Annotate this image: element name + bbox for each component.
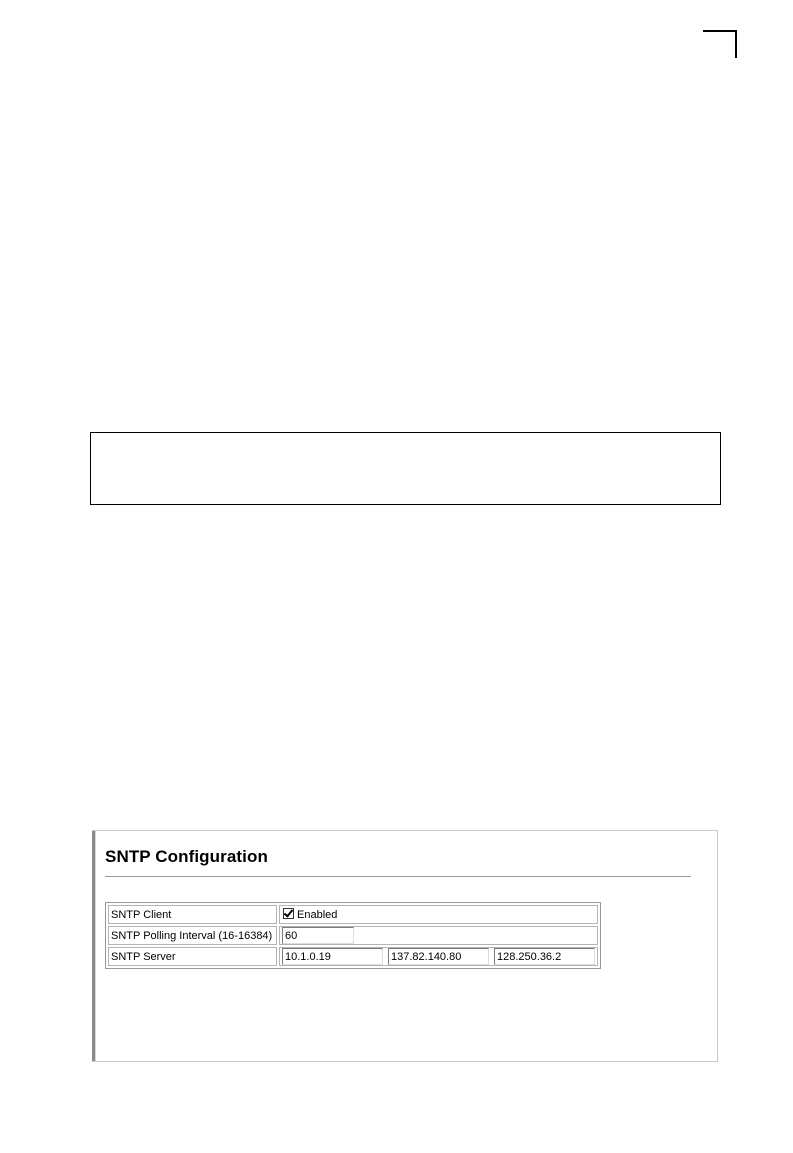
sntp-config-table [105,902,601,969]
sntp-configuration-panel [92,830,718,1062]
sntp-server-3-input[interactable] [494,948,595,965]
sntp-server-label: SNTP Server [108,947,277,966]
table-row-polling-interval [108,926,598,945]
table-row-sntp-server [108,947,598,966]
page-corner-mark [703,30,737,58]
polling-interval-input[interactable] [282,927,354,944]
title-divider [105,876,691,877]
sntp-client-enabled-label: Enabled [297,909,338,921]
polling-interval-label: SNTP Polling Interval (16-16384) [108,926,277,945]
sntp-server-2-input[interactable] [388,948,489,965]
sntp-server-1-input[interactable] [282,948,383,965]
table-row-sntp-client [108,905,598,924]
page-title: SNTP Configuration [105,847,268,866]
note-box [90,432,721,505]
sntp-client-checkbox[interactable] [283,908,294,919]
sntp-client-label: SNTP Client [108,905,277,924]
sntp-server-cell [279,947,598,966]
sntp-client-cell [279,905,598,924]
panel-frame-edge [92,831,96,1061]
polling-interval-cell [279,926,598,945]
